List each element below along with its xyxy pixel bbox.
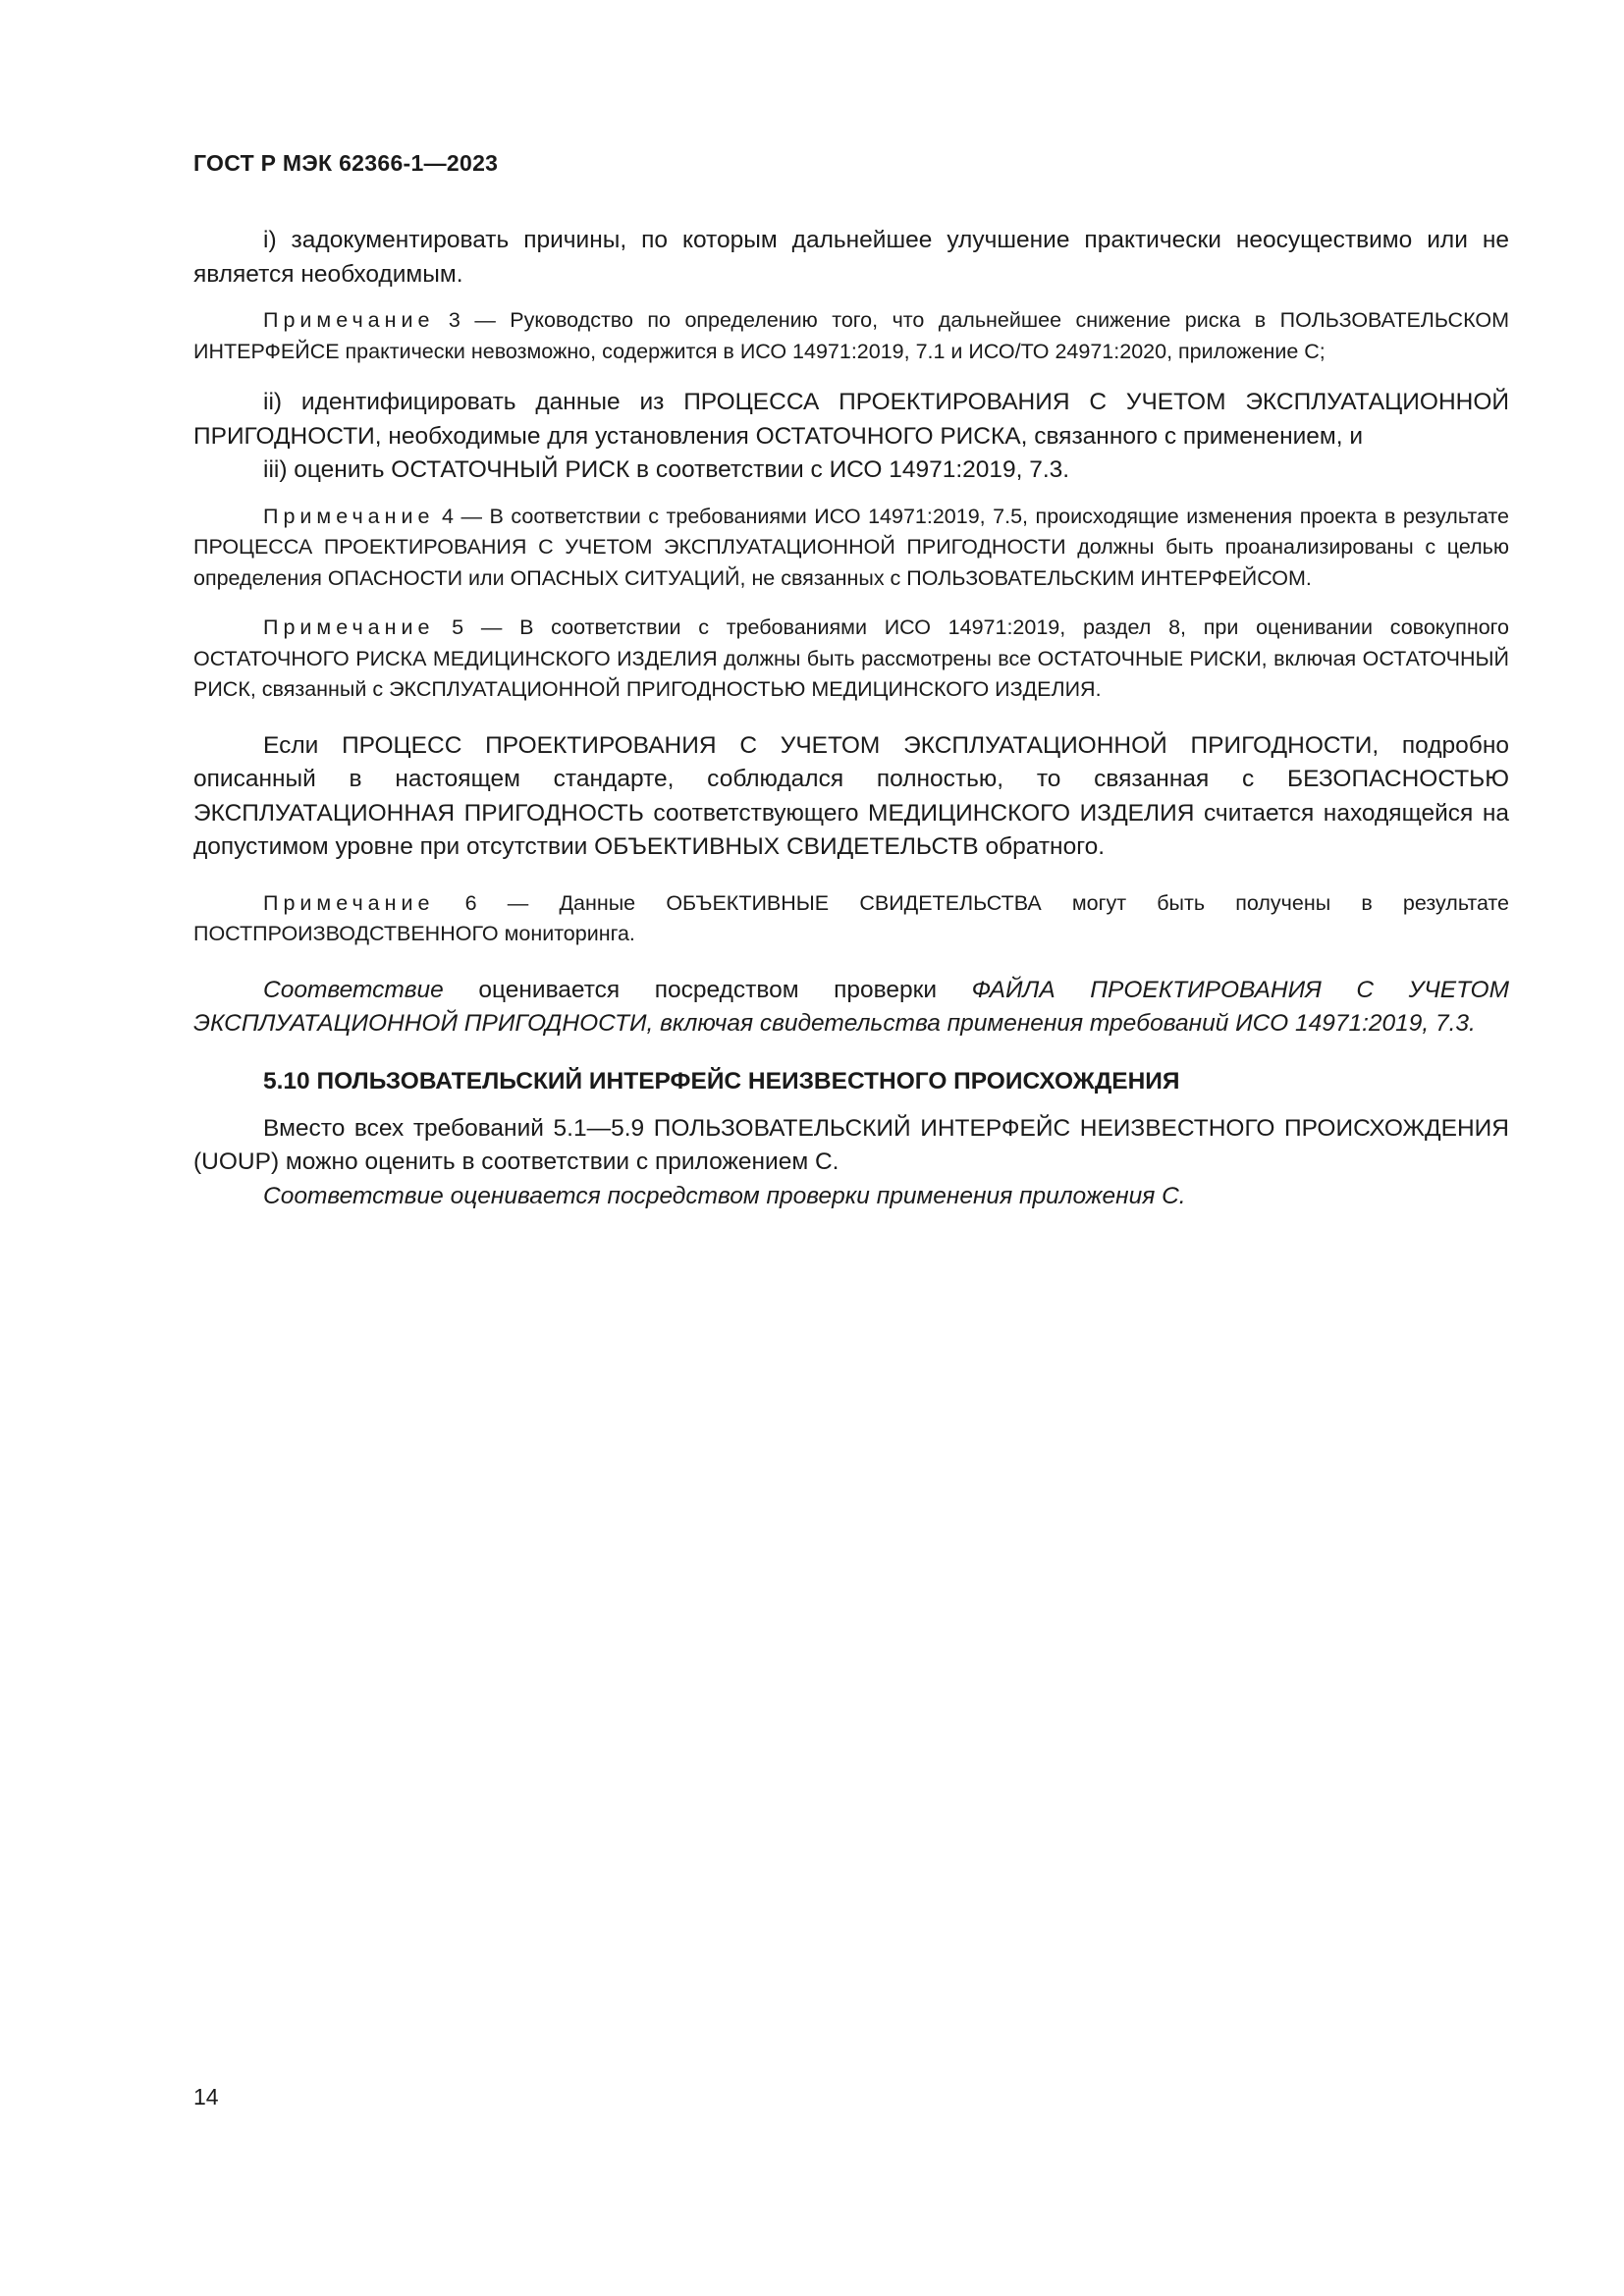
section-heading: 5.10 ПОЛЬЗОВАТЕЛЬСКИЙ ИНТЕРФЕЙС НЕИЗВЕСТНОГО ПРОИСХОЖДЕНИЯ xyxy=(263,1067,1180,1095)
note-3 xyxy=(193,305,1509,367)
compliance-paragraph xyxy=(193,974,1509,1041)
page-number: 14 xyxy=(193,2084,219,2109)
compliance-middle: оценивается посредством проверки xyxy=(443,976,972,1003)
note-4 xyxy=(193,502,1509,595)
paragraph-item-ii: ii) идентифицировать данные из ПРОЦЕССА ПРОЕКТИРОВАНИЯ С УЧЕТОМ ЭКСПЛУАТАЦИОННОЙ ПРИГОДНОСТИ, необходимые для установления ОСТАТОЧНОГО РИСКА, связанного с применением, и xyxy=(193,389,1509,450)
note-label: Примечание xyxy=(263,308,435,332)
paragraph-item-iii: iii) оценить ОСТАТОЧНЫЙ РИСК в соответствии с ИСО 14971:2019, 7.3. xyxy=(263,456,1070,483)
note-label: Примечание xyxy=(263,504,435,528)
note-label: Примечание xyxy=(263,890,435,915)
compliance-lead: Соответствие xyxy=(263,976,444,1003)
note-text: 4 — В соответствии с требованиями ИСО 14971:2019, 7.5, происходящие изменения проекта в результате ПРОЦЕССА ПРОЕКТИРОВАНИЯ С УЧЕТОМ ЭКСПЛУАТАЦИОННОЙ ПРИГОДНОСТИ должны быть проанализированы с целью определения ОПАСНОСТИ или ОПАСНЫХ СИТУАЦИЙ, не связанных с ПОЛЬЗОВАТЕЛЬСКИМ ИНТЕРФЕЙСОМ. xyxy=(193,504,1509,590)
note-text: 3 — Руководство по определению того, что дальнейшее снижение риска в ПОЛЬЗОВАТЕЛЬСКОМ ИНТЕРФЕЙСЕ практически невозможно, содержится в ИСО 14971:2019, 7.1 и ИСО/ТО 24971:2020, приложение С; xyxy=(193,308,1509,363)
document-body xyxy=(193,224,1509,1213)
note-label: Примечание xyxy=(263,615,435,639)
paragraph-instead: Вместо всех требований 5.1—5.9 ПОЛЬЗОВАТЕЛЬСКИЙ ИНТЕРФЕЙС НЕИЗВЕСТНОГО ПРОИСХОЖДЕНИЯ (UOUP) можно оценить в соответствии с приложением С. xyxy=(193,1114,1509,1175)
note-6 xyxy=(193,888,1509,950)
compliance-paragraph-2: Соответствие оценивается посредством проверки применения приложения С. xyxy=(263,1182,1186,1209)
document-header: ГОСТ Р МЭК 62366-1—2023 xyxy=(193,150,499,176)
note-5 xyxy=(193,613,1509,706)
compliance-tail: ФАЙЛА ПРОЕКТИРОВАНИЯ С УЧЕТОМ ЭКСПЛУАТАЦИОННОЙ ПРИГОДНОСТИ, включая свидетельства применения требований ИСО 14971:2019, 7.3. xyxy=(193,976,1509,1037)
paragraph-if-process: Если ПРОЦЕСС ПРОЕКТИРОВАНИЯ С УЧЕТОМ ЭКСПЛУАТАЦИОННОЙ ПРИГОДНОСТИ, подробно описанный в настоящем стандарте, соблюдался полностью, то связанная с БЕЗОПАСНОСТЬЮ ЭКСПЛУАТАЦИОННАЯ ПРИГОДНОСТЬ соответствующего МЕДИЦИНСКОГО ИЗДЕЛИЯ считается находящейся на допустимом уровне при отсутствии ОБЪЕКТИВНЫХ СВИДЕТЕЛЬСТВ обратного. xyxy=(193,731,1509,860)
note-text: 6 — Данные ОБЪЕКТИВНЫЕ СВИДЕТЕЛЬСТВА могут быть получены в результате ПОСТПРОИЗВОДСТВЕННОГО мониторинга. xyxy=(193,890,1509,945)
note-text: 5 — В соответствии с требованиями ИСО 14971:2019, раздел 8, при оценивании совокупного ОСТАТОЧНОГО РИСКА МЕДИЦИНСКОГО ИЗДЕЛИЯ должны быть рассмотрены все ОСТАТОЧНЫЕ РИСКИ, включая ОСТАТОЧНЫЙ РИСК, связанный с ЭКСПЛУАТАЦИОННОЙ ПРИГОДНОСТЬЮ МЕДИЦИНСКОГО ИЗДЕЛИЯ. xyxy=(193,615,1509,701)
document-page xyxy=(193,0,1509,2296)
paragraph-item-i: i) задокументировать причины, по которым дальнейшее улучшение практически неосуществимо или не является необходимым. xyxy=(193,227,1509,288)
